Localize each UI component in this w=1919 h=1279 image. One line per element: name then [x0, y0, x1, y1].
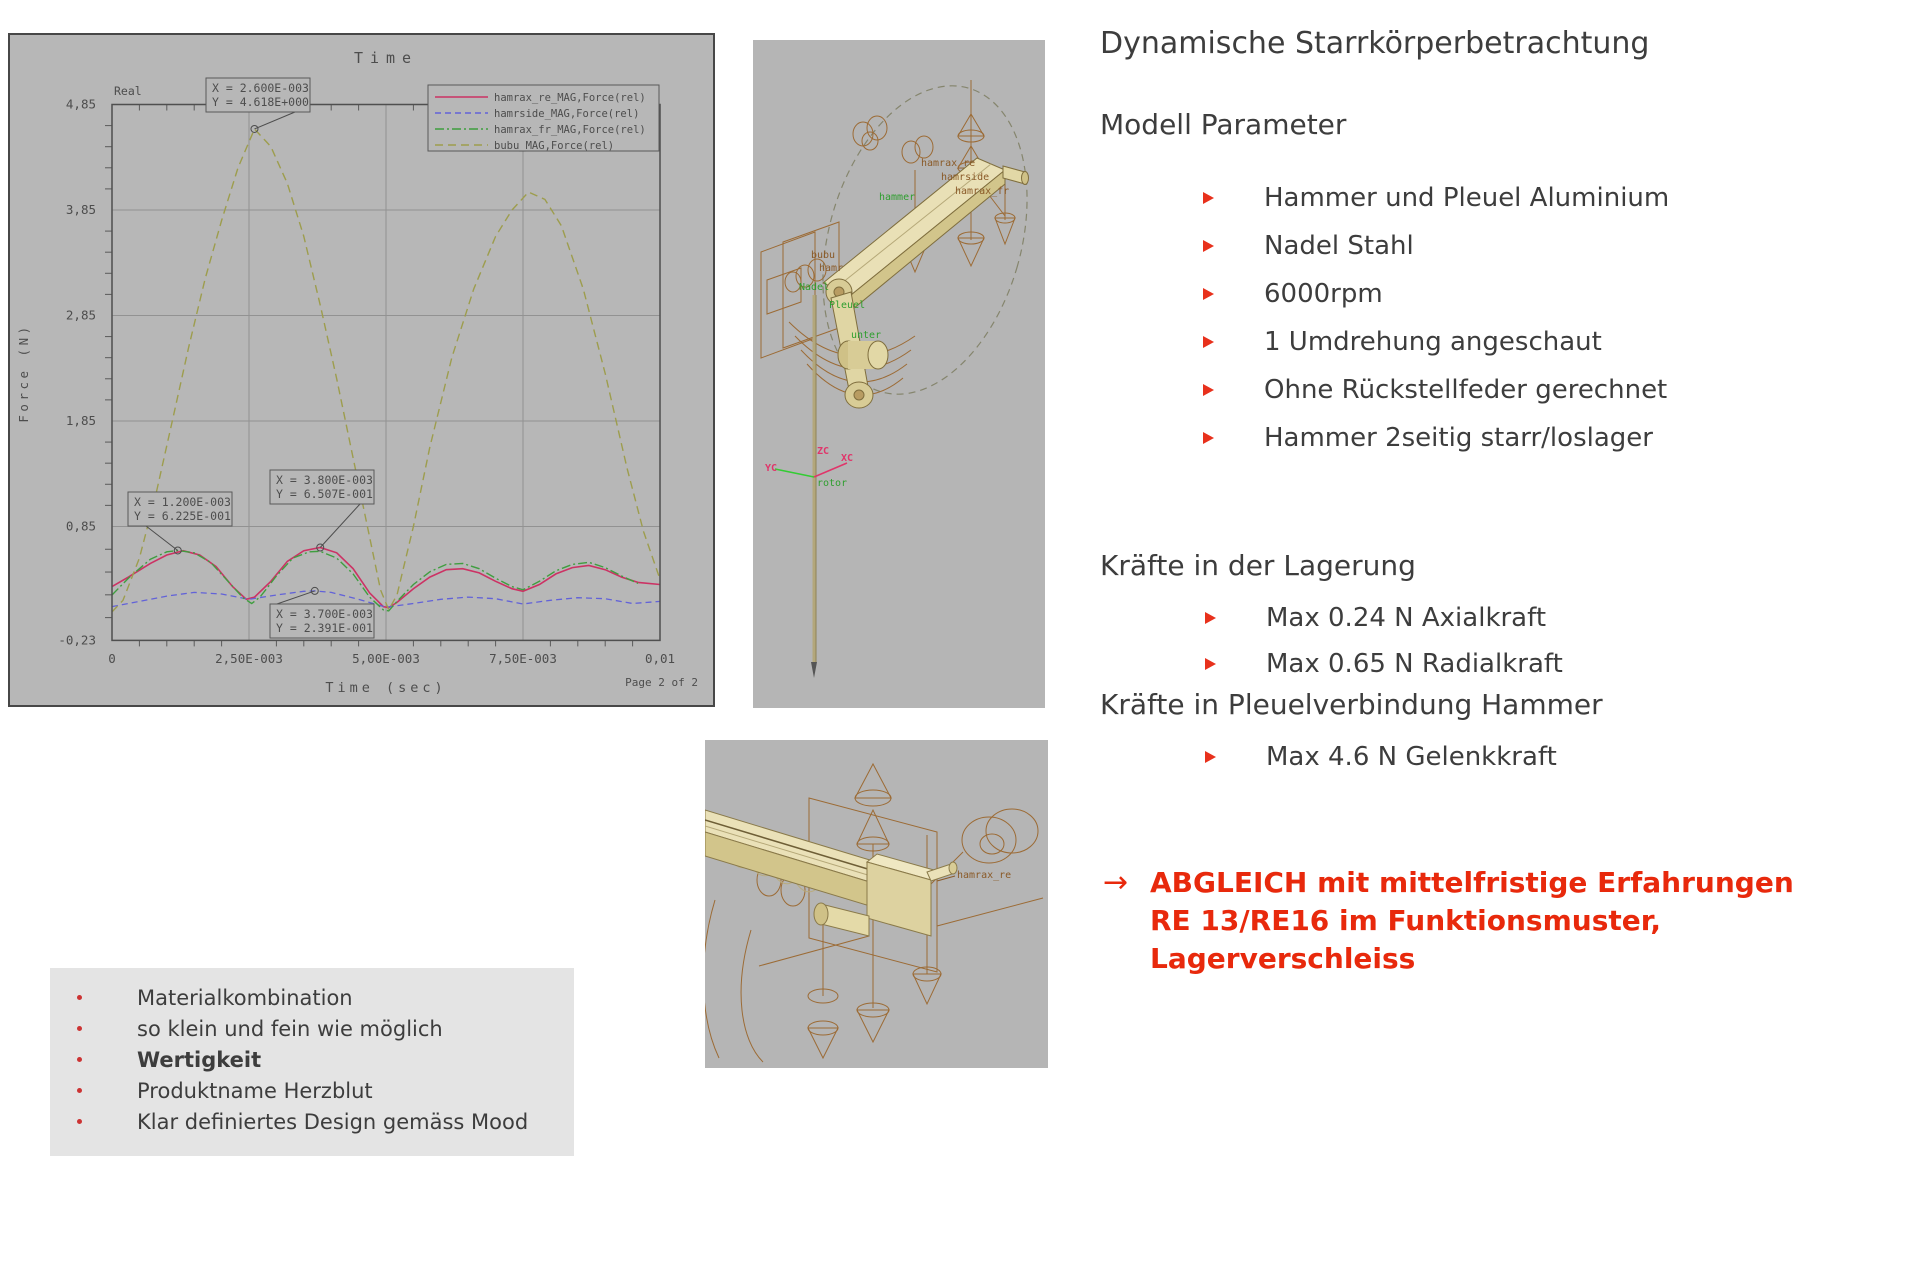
- hammer-beam: [705, 810, 957, 936]
- rotor-label: rotor: [817, 478, 848, 489]
- cad-view-detail: [705, 740, 1048, 1068]
- note-text: Produktname Herzblut: [137, 1078, 373, 1103]
- force-time-chart-panel: [8, 33, 715, 707]
- design-notes-box: [50, 968, 574, 1156]
- pleuel-label: Pleuel: [829, 300, 866, 311]
- triangle-bullet-icon: [1205, 612, 1216, 624]
- unter-label: unter: [851, 330, 882, 341]
- data-annotation: [206, 78, 310, 132]
- page-indicator: Page 2 of 2: [625, 676, 698, 689]
- svg-text:Y = 4.618E+000: Y = 4.618E+000: [212, 95, 309, 109]
- svg-text:2,50E-003: 2,50E-003: [215, 651, 283, 666]
- note-text: Materialkombination: [137, 985, 353, 1010]
- svg-text:X = 2.600E-003: X = 2.600E-003: [212, 81, 309, 95]
- bullet-text: 6000rpm: [1264, 279, 1383, 309]
- bullet-item: [1205, 595, 1563, 641]
- bullet-item: [1203, 318, 1669, 366]
- svg-text:5,00E-003: 5,00E-003: [352, 651, 420, 666]
- svg-text:Y = 6.225E-001: Y = 6.225E-001: [134, 509, 231, 523]
- svg-text:hamrside_MAG,Force(rel): hamrside_MAG,Force(rel): [494, 108, 640, 120]
- triangle-bullet-icon: [1203, 432, 1214, 444]
- bullet-text: Ohne Rückstellfeder gerechnet: [1264, 375, 1668, 405]
- bullet-item: [1205, 641, 1563, 687]
- bullet-text: Max 4.6 N Gelenkkraft: [1266, 742, 1557, 772]
- cad-view-full-mechanism: [753, 40, 1045, 708]
- bullet-text: Max 0.65 N Radialkraft: [1266, 649, 1563, 679]
- svg-text:hamrax_fr_MAG,Force(rel): hamrax_fr_MAG,Force(rel): [494, 124, 646, 136]
- chart-legend: [428, 85, 659, 152]
- hamrax-fr-label: hamrax_fr: [955, 186, 1010, 197]
- bullet-item: [1203, 270, 1669, 318]
- conclusion-line: Lagerverschleiss: [1150, 942, 1416, 975]
- cad-full-drawing: [753, 40, 1045, 708]
- conclusion-note: [1103, 864, 1794, 978]
- svg-text:-0,23: -0,23: [58, 632, 96, 648]
- svg-text:Y = 6.507E-001: Y = 6.507E-001: [276, 487, 373, 501]
- svg-text:hamrax_re_MAG,Force(rel): hamrax_re_MAG,Force(rel): [494, 92, 646, 104]
- data-annotation: [270, 470, 374, 551]
- note-item: [50, 1106, 574, 1137]
- note-item: [50, 1013, 574, 1044]
- note-item: [50, 1044, 574, 1075]
- note-item: [50, 982, 574, 1013]
- nadel-label: Nadel: [799, 282, 830, 293]
- xc-axis-label: XC: [841, 453, 854, 464]
- svg-text:4,85: 4,85: [65, 96, 96, 112]
- kraefte-pleuelverbindung-list: [1205, 734, 1557, 780]
- bullet-item: [1203, 222, 1669, 270]
- minor-ticks: [105, 105, 633, 647]
- bullet-item: [1203, 414, 1669, 462]
- note-text: Klar definiertes Design gemäss Mood: [137, 1109, 529, 1134]
- triangle-bullet-icon: [1203, 288, 1214, 300]
- svg-text:bubu_MAG,Force(rel): bubu_MAG,Force(rel): [494, 140, 615, 152]
- hammer-label: hammer: [879, 192, 916, 203]
- svg-text:7,50E-003: 7,50E-003: [489, 651, 557, 666]
- zc-axis-label: ZC: [817, 446, 830, 457]
- chart-grid: [112, 105, 660, 641]
- hamrax-re-label: hamrax_re: [921, 158, 976, 169]
- bullet-text: Nadel Stahl: [1264, 231, 1414, 261]
- triangle-bullet-icon: [1203, 192, 1214, 204]
- conclusion-line: RE 13/RE16 im Funktionsmuster,: [1150, 904, 1662, 937]
- x-axis-label: Time (sec): [325, 680, 447, 696]
- note-text: Wertigkeit: [137, 1047, 262, 1072]
- dot-bullet-icon: [77, 995, 82, 1000]
- conclusion-line: ABGLEICH mit mittelfristige Erfahrungen: [1150, 866, 1794, 899]
- data-annotation: [270, 587, 374, 638]
- yc-axis-label: YC: [765, 463, 778, 474]
- bullet-text: 1 Umdrehung angeschaut: [1264, 327, 1602, 357]
- dot-bullet-icon: [77, 1026, 82, 1031]
- triangle-bullet-icon: [1203, 336, 1214, 348]
- triangle-bullet-icon: [1203, 240, 1214, 252]
- series-hamrax_fr_MAG,Force(rel): [112, 551, 638, 611]
- bullet-text: Max 0.24 N Axialkraft: [1266, 603, 1547, 633]
- svg-text:0,85: 0,85: [65, 518, 96, 534]
- coordinate-triad: [765, 446, 853, 489]
- bullet-item: [1205, 734, 1557, 780]
- triangle-bullet-icon: [1205, 751, 1216, 763]
- chart-title: Time: [353, 49, 419, 67]
- force-time-chart: [8, 33, 715, 707]
- slide-title: Dynamische Starrkörperbetrachtung: [1100, 26, 1650, 61]
- cad-detail-drawing: [705, 740, 1048, 1068]
- right-arrow-icon: →: [1103, 865, 1129, 900]
- dot-bullet-icon: [77, 1088, 82, 1093]
- bullet-text: Hammer 2seitig starr/loslager: [1264, 423, 1653, 453]
- tick-labels: [58, 97, 675, 667]
- bullet-text: Hammer und Pleuel Aluminium: [1264, 183, 1670, 213]
- bullet-item: [1203, 174, 1669, 222]
- dot-bullet-icon: [77, 1057, 82, 1062]
- svg-text:X = 3.800E-003: X = 3.800E-003: [276, 473, 373, 487]
- svg-text:2,85: 2,85: [65, 307, 96, 323]
- svg-text:3,85: 3,85: [65, 201, 96, 217]
- svg-text:1,85: 1,85: [65, 412, 96, 428]
- heading-kraefte-lagerung: Kräfte in der Lagerung: [1100, 549, 1416, 582]
- triangle-bullet-icon: [1205, 658, 1216, 670]
- modell-parameter-list: [1203, 174, 1669, 462]
- bubu-label: bubu: [811, 250, 836, 261]
- note-item: [50, 1075, 574, 1106]
- svg-text:0,01: 0,01: [644, 651, 676, 666]
- note-text: so klein und fein wie möglich: [137, 1016, 443, 1041]
- svg-text:X = 3.700E-003: X = 3.700E-003: [276, 607, 373, 621]
- y-axis-label: Force (N): [16, 323, 31, 423]
- hammer-arm: [823, 158, 1029, 309]
- real-label: Real: [114, 84, 142, 98]
- heading-kraefte-pleuelverbindung: Kräfte in Pleuelverbindung Hammer: [1100, 688, 1603, 721]
- triangle-bullet-icon: [1203, 384, 1214, 396]
- bullet-item: [1203, 366, 1669, 414]
- kraefte-lagerung-list: [1205, 595, 1563, 687]
- hamr-label: hamr: [819, 263, 844, 274]
- hamrside-label: hamrside: [941, 172, 990, 183]
- hamrax-re-label: hamrax_re: [957, 870, 1012, 881]
- conclusion-lines: [1150, 864, 1794, 978]
- svg-text:X = 1.200E-003: X = 1.200E-003: [134, 495, 231, 509]
- heading-modell-parameter: Modell Parameter: [1100, 108, 1347, 141]
- dot-bullet-icon: [77, 1119, 82, 1124]
- data-annotation: [128, 492, 232, 554]
- svg-text:0: 0: [108, 651, 116, 666]
- svg-text:Y = 2.391E-001: Y = 2.391E-001: [276, 621, 373, 635]
